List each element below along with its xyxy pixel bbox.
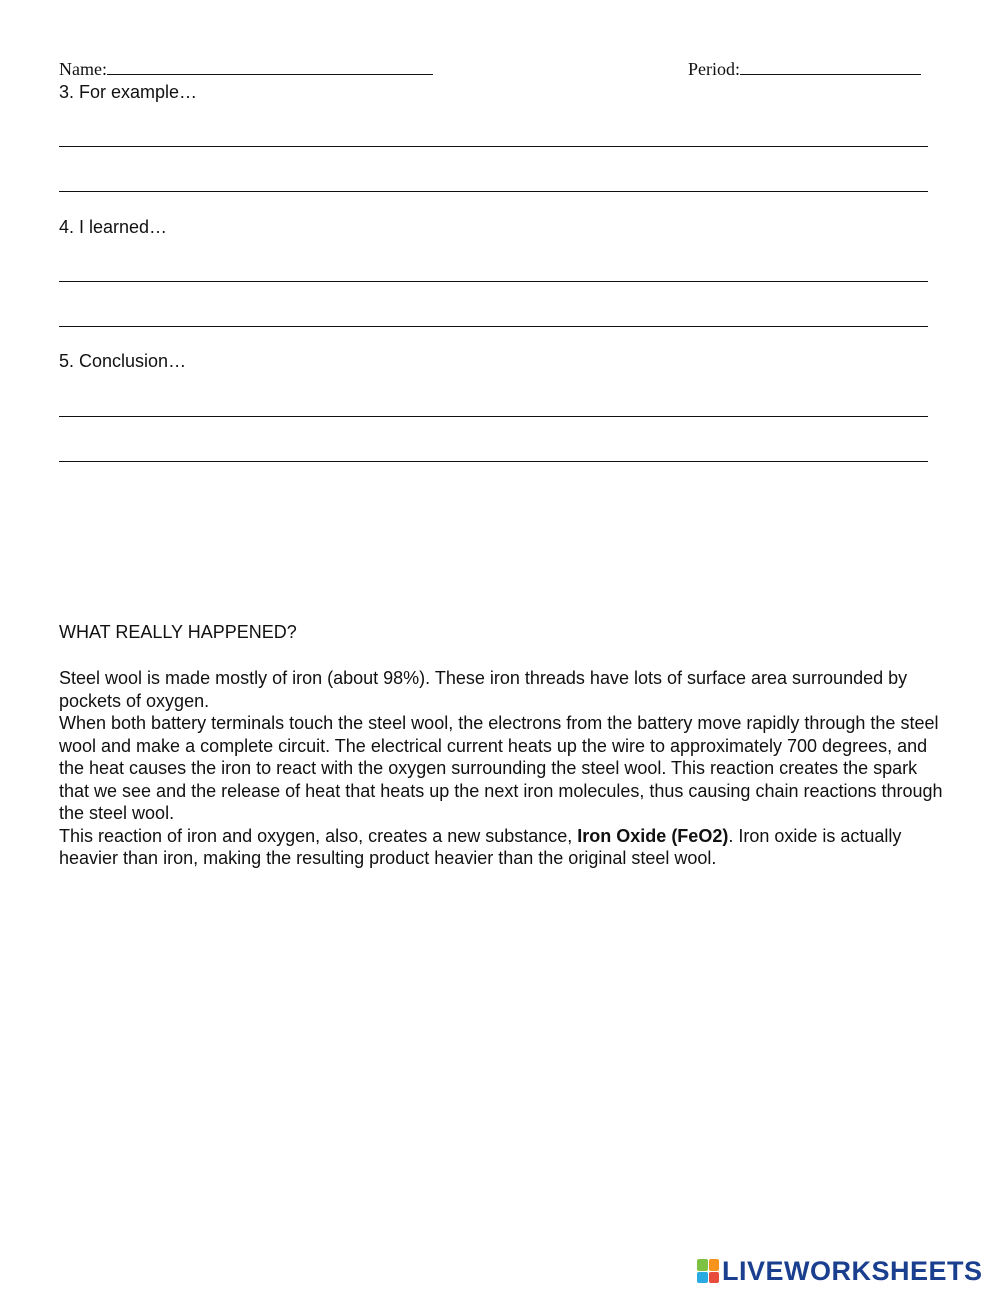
paragraph-circuit: When both battery terminals touch the steel wool, the electrons from the battery move rapidly through the steel wool and make a complete circuit. The electrical current heats up the wire to approximately 700 degrees, and the heat causes the iron to react with the oxygen surrounding the steel wool. This reaction creates the spark that we see and the release of heat that heats up the next iron molecules, thus causing chain reactions through the steel wool. xyxy=(59,713,943,823)
prompt-conclusion: 5. Conclusion… xyxy=(59,351,187,371)
section-title: WHAT REALLY HAPPENED? xyxy=(59,622,297,642)
name-field[interactable] xyxy=(59,58,433,80)
answer-line-4a[interactable] xyxy=(59,281,928,282)
answer-line-5a[interactable] xyxy=(59,416,928,417)
period-underline[interactable] xyxy=(740,58,921,75)
liveworksheets-wordmark: LIVEWORKSHEETS xyxy=(722,1255,983,1286)
period-field[interactable] xyxy=(688,58,921,80)
prompt-for-example: 3. For example… xyxy=(59,82,198,102)
answer-line-5b[interactable] xyxy=(59,461,928,462)
paragraph-iron-oxide-start: This reaction of iron and oxygen, also, creates a new substance, xyxy=(59,825,578,846)
name-underline[interactable] xyxy=(107,58,433,75)
prompt-i-learned: 4. I learned… xyxy=(59,217,168,237)
liveworksheets-logo-icon xyxy=(697,1259,719,1283)
paragraph-iron: Steel wool is made mostly of iron (about 98%). These iron threads have lots of surface area surrounded by pockets of oxygen. xyxy=(59,668,908,711)
name-label: Name: xyxy=(59,59,107,79)
answer-line-3b[interactable] xyxy=(59,191,928,192)
paragraph-iron-oxide xyxy=(59,825,949,870)
period-label: Period: xyxy=(688,59,740,79)
answer-line-3a[interactable] xyxy=(59,146,928,147)
explanation-text xyxy=(59,667,949,870)
paragraph-iron-oxide-end: . Iron oxide is actually heavier than iron, making the resulting product heavier than the original steel wool. xyxy=(59,825,902,868)
iron-oxide-term: Iron Oxide (FeO2) xyxy=(577,825,729,846)
liveworksheets-logo xyxy=(697,1256,983,1286)
answer-line-4b[interactable] xyxy=(59,326,928,327)
